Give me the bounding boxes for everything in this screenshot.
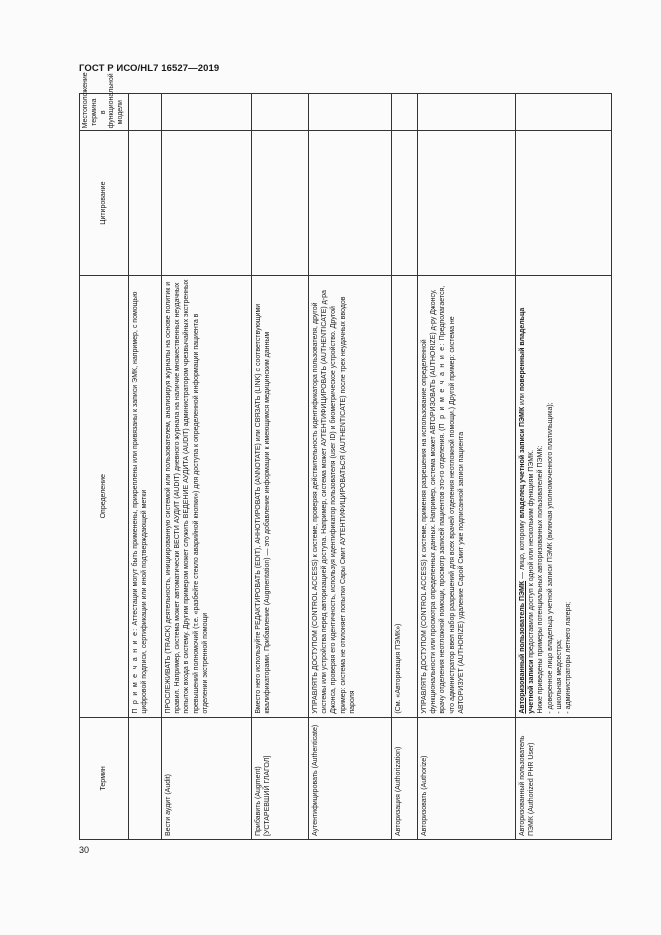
column-header-citation: Цитирование: [80, 131, 129, 275]
column-header-term: Термин: [80, 717, 129, 839]
definition-cell: [128, 275, 161, 717]
definition-cell: Вместо него используйте РЕДАКТИРОВАТЬ (EDIT), АННОТИРОВАТЬ (ANNOTATE) или СВЯЗАТЬ (LINK) с соответствующими квалификаторами. Прибавление (Augmentation) — это добавление информации к имеющимся медицинским данным: [251, 275, 308, 717]
table-row: [417, 94, 515, 840]
definition-text: или: [518, 391, 526, 407]
examples-intro: Ниже приведены примеры потенциальных авторизованных пользователей ПЭМК:: [537, 445, 545, 714]
citation-cell: [128, 131, 161, 275]
definition-cell: УПРАВЛЯТЬ ДОСТУПОМ (CONTROL ACCESS) к системе, применяя разрешения на использование определенной функциональности или просмотра определенных данных. Например, система может АВТОРИЗОВАТЬ (AUTHORIZE) д-ру Джонсу, врачу отделения неотложной помощи, просмотр записей пациентов это-го отделения. (П р и м е ч а н и е: Предполагается, что администратор ввел набор разрешений для всех врачей отделения неотложной помощи.) Другой пример: система не АВТОРИЗУЕТ (AUTHORIZE) удаление Сарой Смит уже подписанной записи пациента: [417, 275, 515, 717]
table-row: [391, 94, 417, 840]
location-cell: [515, 94, 611, 131]
definition-cell: [515, 275, 611, 717]
bold-term: поверенный владельца учетной записи: [518, 307, 536, 714]
definition-cell: УПРАВЛЯТЬ ДОСТУПОМ (CONTROL ACCESS) к системе, проверяя действительность идентификатора пользователя, другой системы или устройства перед авторизацией доступа. Например, система может АУТЕНТИФИЦИРОВАТЬ (AUTHENTICATE) д-ра Джонса, проверяя его идентичность, используя идентификатор пользователя (user ID) и биометрическое устройство. Другой пример: система не отклоняет попытки Сары Смит АУТЕНТИФИЦИРОВАТЬСЯ (AUTHENTICATE) после трех неудачных вводов пароля: [308, 275, 391, 717]
document-header: ГОСТ Р ИСО/HL7 16527—2019: [79, 63, 220, 74]
citation-cell: [308, 131, 391, 275]
location-cell: [391, 94, 417, 131]
table-row: [128, 94, 161, 840]
term-cell: Авторизация (Authorization): [391, 717, 417, 839]
example-item: - школьная медсестра;: [555, 639, 563, 714]
definition-text: — лицо, которому: [518, 518, 526, 581]
location-cell: [161, 94, 251, 131]
location-cell: [308, 94, 391, 131]
citation-cell: [251, 131, 308, 275]
location-cell: [128, 94, 161, 131]
term-cell: Аутентифицировать (Authenticate): [308, 717, 391, 839]
term-cell: Вести аудит (Audit): [161, 717, 251, 839]
citation-cell: [391, 131, 417, 275]
definition-cell: ПРОСЛЕЖИВАТЬ (TRACK) деятельность, инициированную системой или пользователем, анализируя журналы на основе политик и правил. Например, система может автоматически ВЕСТИ АУДИТ (AUDIT) дневного журнала на наличие множественных неудачных попыток входа в систему. Другим примером может служить ВЕДЕНИЕ АУДИТА (AUDIT) администратором чрезвычайных экстренных превышений полномочий (т.е. «разбейте стекло аварийной кнопки») для доступа к определенной информации пациента в отделении экстренной помощи: [161, 275, 251, 717]
table-header-row: [80, 94, 129, 840]
table-wrapper: [79, 72, 612, 840]
definition-paragraph: [518, 279, 537, 714]
defined-term: Авторизованный пользователь ПЭМК: [518, 580, 526, 714]
note-label: П р и м е ч а н и е:: [439, 342, 447, 429]
rotated-table-container: [79, 72, 612, 840]
definition-text: Предполагается, что администратор ввел набор разрешений для всех врачей отделения неотложной помощи.) Другой пример: система не АВТОРИЗУЕТ (AUTHORIZE) удаление Сарой Смит уже подписанной записи пациента: [439, 285, 465, 714]
citation-cell: [417, 131, 515, 275]
location-cell: [251, 94, 308, 131]
table-row: [251, 94, 308, 840]
bold-term: владелец учетной записи ПЭМК: [518, 406, 526, 519]
note-label: П р и м е ч а н и е:: [131, 627, 139, 714]
page-number: 30: [79, 845, 90, 855]
table-row: [308, 94, 391, 840]
term-cell: Прибавить (Augment) [УСТАРЕВШИЙ ГЛАГОЛ]: [251, 717, 308, 839]
definition-text: предоставили доступ к одной или нескольким функциям ПЭМК.: [528, 449, 536, 660]
definition-cell: (См. «Авторизация ПЭМК»): [391, 275, 417, 717]
terms-table: [79, 72, 612, 840]
citation-cell: [515, 131, 611, 275]
definition-text: Аттестации могут быть применены, прикреплены или привязаны к записи ЭМК, например, с помощью цифровой подписи, сертификации или иной подтверждающей метки: [131, 291, 149, 714]
citation-cell: [161, 131, 251, 275]
term-cell: [128, 717, 161, 839]
column-header-definition: Определение: [80, 275, 129, 717]
example-item: - доверенное лицо владельца учетной записи ПЭМК (включая уполномоченного платильщика);: [546, 402, 554, 714]
table-row: [515, 94, 611, 840]
term-cell: Авторизованный пользователь ПЭМК (Authorized PHR User): [515, 717, 611, 839]
location-cell: [417, 94, 515, 131]
example-item: - администраторы летнего лагеря;: [565, 601, 573, 714]
column-header-location: Местоположение термина в функциональной модели: [80, 94, 129, 131]
table-row: [161, 94, 251, 840]
definition-text: УПРАВЛЯТЬ ДОСТУПОМ (CONTROL ACCESS) к системе, применяя разрешения на использование определенной функциональности или просмотра определенных данных. Например, система может АВТОРИЗОВАТЬ (AUTHORIZE) д-ру Джонсу, врачу отделения неотложной помощи, просмотр записей пациентов это-го отделения.: [420, 289, 447, 714]
term-cell: Авторизовать (Authorize): [417, 717, 515, 839]
